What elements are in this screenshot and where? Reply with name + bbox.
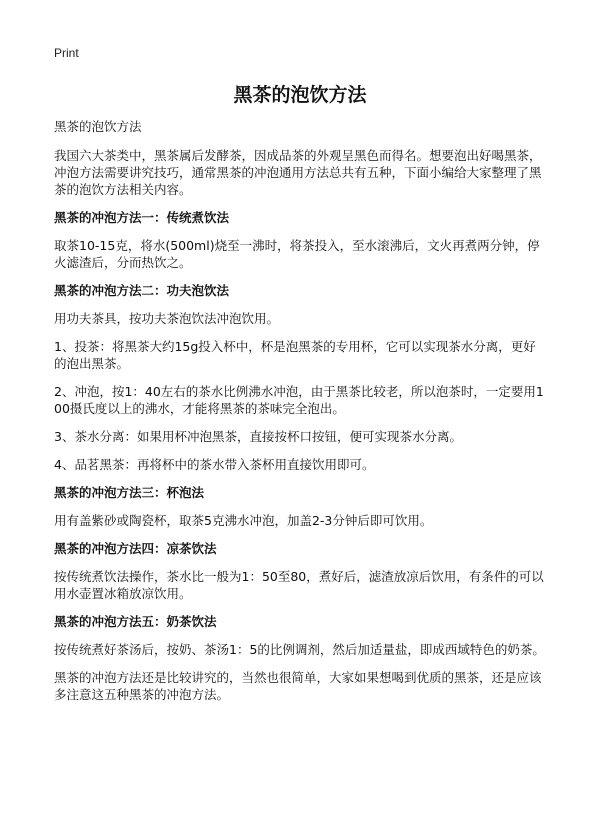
section-2-step-4: 4、品茗黑茶：再将杯中的茶水带入茶杯用直接饮用即可。 [54,457,375,472]
section-5-paragraph-1: 按传统煮好茶汤后，按奶、茶汤1：5的比例调剂，然后加适量盐，即成西域特色的奶茶。 [54,642,545,657]
section-heading-5: 黑茶的冲泡方法五：奶茶饮法 [54,614,217,629]
article-body [54,118,548,714]
section-3-paragraph-1: 用有盖紫砂或陶瓷杯，取茶5克沸水冲泡，加盖2-3分钟后即可饮用。 [54,513,433,528]
section-heading-3: 黑茶的冲泡方法三：杯泡法 [54,485,205,500]
print-link[interactable]: Print [54,46,79,60]
page-title: 黑茶的泡饮方法 [233,84,367,106]
conclusion-paragraph: 黑茶的冲泡方法还是比较讲究的，当然也很简单，大家如果想喝到优质的黑茶，还是应该多注意这五种黑茶的冲泡方法。 [54,670,542,702]
section-heading-1: 黑茶的冲泡方法一：传统煮饮法 [54,210,230,225]
section-heading-4: 黑茶的冲泡方法四：凉茶饮法 [54,541,217,556]
section-2-step-1: 1、投茶：将黑茶大约15g投入杯中，杯是泡黑茶的专用杯，它可以实现茶水分离，更好的泡出黑茶。 [54,339,536,371]
section-2-step-3: 3、茶水分离：如果用杯冲泡黑茶，直接按杯口按钮，便可实现茶水分离。 [54,429,462,444]
section-4-paragraph-1: 按传统煮饮法操作，茶水比一般为1：50至80，煮好后，滤渣放凉后饮用，有条件的可以用水壶置冰箱放凉饮用。 [54,569,544,601]
article-subtitle: 黑茶的泡饮方法 [54,119,142,134]
section-heading-2: 黑茶的冲泡方法二：功夫泡饮法 [54,283,230,298]
section-2-paragraph-1: 用功夫茶具，按功夫茶泡饮法冲泡饮用。 [54,311,280,326]
section-1-paragraph-1: 取茶10-15克，将水(500ml)烧至一沸时，将茶投入，至水滚沸后，文火再煮两分钟，停火滤渣后，分而热饮之。 [54,238,540,270]
section-2-step-2: 2、冲泡，按1：40左右的茶水比例沸水冲泡，由于黑茶比较老，所以泡茶时，一定要用100摄氏度以上的沸水，才能将黑茶的茶味完全泡出。 [54,384,544,416]
intro-paragraph: 我国六大茶类中，黑茶属后发酵茶，因成品茶的外观呈黑色而得名。想要泡出好喝黑茶，冲泡方法需要讲究技巧，通常黑茶的冲泡通用方法总共有五种，下面小编给大家整理了黑茶的泡饮方法相关内容。 [54,148,542,197]
